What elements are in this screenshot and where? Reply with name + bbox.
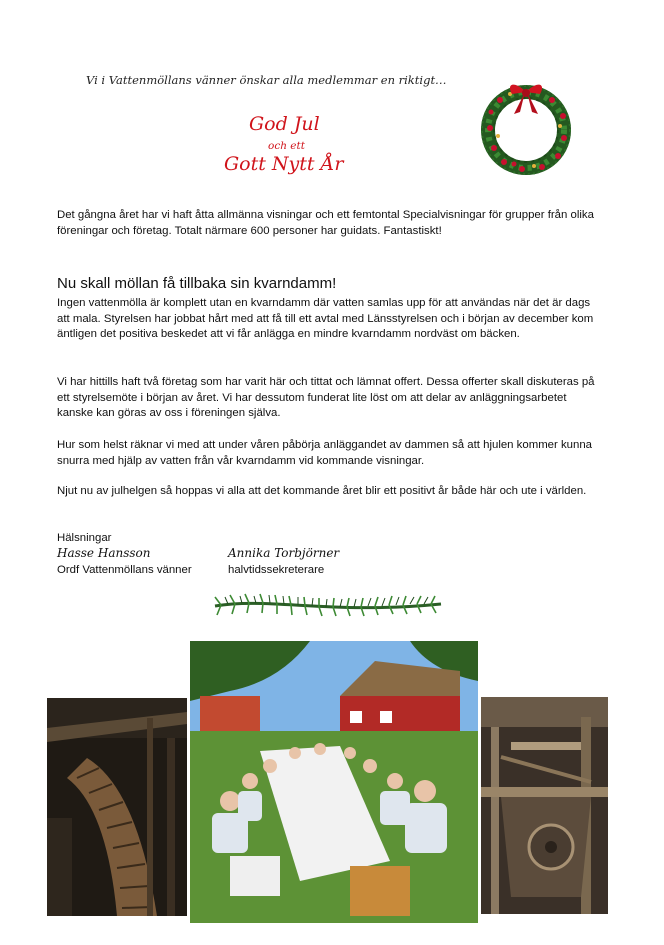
paragraph-varen: Hur som helst räknar vi med att under våren påbörja anläggandet av dammen så att hjulen kommer kunna snurra med hjälp av vatten från vår kvarndamm vid kommande visningar. [57,439,593,467]
och-ett-text: och ett [268,140,305,152]
paragraph-offerter: Vi har hittills haft två företag som har varit här och tittat och lämnat offert. Dessa offerter skall diskuteras på ett styrelsemöte i början av året. Vi har dessutom funderat lite löst om att delar av anläggningsarbetet kanske kan göras av oss i föreningen själva. [57,376,595,419]
paragraph-julhelgen: Njut nu av julhelgen så hoppas vi alla att det kommande året blir ett positivt år både här och ute i världen. [57,485,587,497]
intro-paragraph: Det gångna året har vi haft åtta allmänna visningar och ett femtontal Specialvisningar för grupper från olika föreningar och företag. Totalt närmare 600 personer har guidats. Fantastiskt! [57,209,594,237]
signature-name-2: Annika Torbjörner [228,546,340,560]
garland-icon [211,589,445,623]
god-jul-title: God Jul [249,113,320,135]
mill-wheel-photo [47,698,187,916]
signature-name-1: Hasse Hansson [57,546,151,560]
group-dinner-photo [190,641,478,923]
greeting-text: Vi i Vattenmöllans vänner önskar alla medlemmar en riktigt… [86,73,447,87]
gott-nytt-ar-title: Gott Nytt År [224,153,344,175]
millstone-machinery-photo [481,697,608,914]
wreath-icon [474,70,578,180]
section-heading: Nu skall möllan få tillbaka sin kvarndamm! [57,275,337,292]
closing-greeting: Hälsningar [57,532,112,544]
signature-role-1: Ordf Vattenmöllans vänner [57,564,192,576]
paragraph-kvarndamm: Ingen vattenmölla är komplett utan en kvarndamm där vatten samlas upp för att användas när det är dags att mala. Styrelsen har jobbat hårt med att få till ett avtal med Länsstyrelsen och i början av december kom äntligen det positiva beskedet att vi får anlägga en mindre kvarndamm nordväst om bäcken. [57,297,594,340]
signature-role-2: halvtidssekreterare [228,564,325,576]
